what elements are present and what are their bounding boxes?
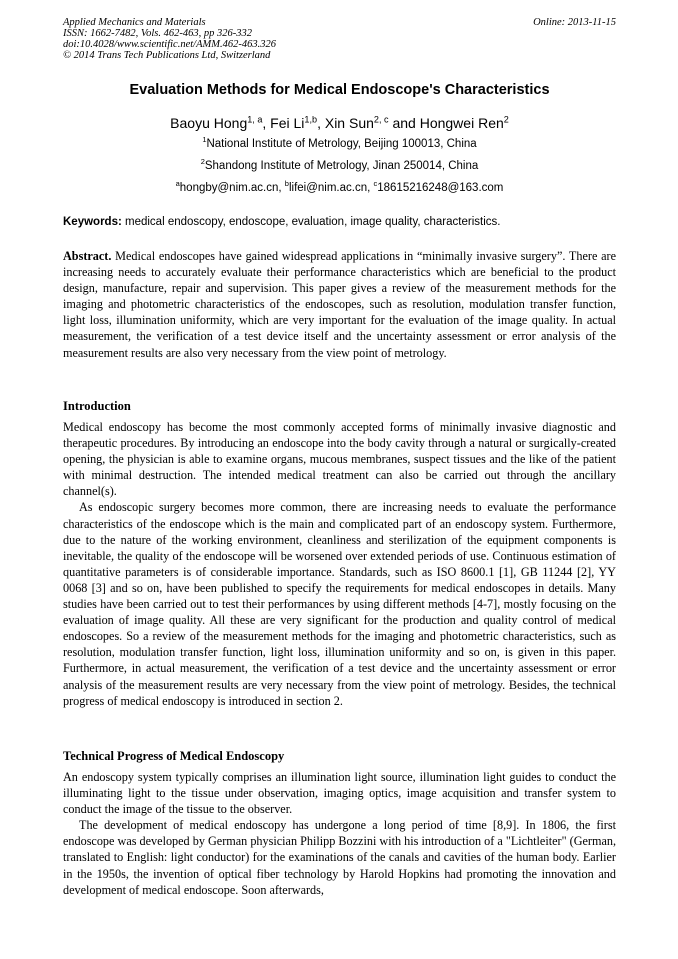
paragraph: An endoscopy system typically comprises an illumination light source, illumination light guides to conduct the illuminating light to the tissue under observation, imaging optics, image acquisition and transfer system to conduct the image of the tissue to the observer.: [63, 770, 616, 817]
abstract-label: Abstract.: [63, 249, 112, 263]
issn-line: ISSN: 1662-7482, Vols. 462-463, pp 326-332: [63, 28, 252, 39]
keywords-text: medical endoscopy, endoscope, evaluation, image quality, characteristics.: [121, 216, 501, 228]
author-superscript: 1, a: [247, 114, 263, 125]
affiliation-superscript: 2: [200, 157, 205, 167]
affiliation-text: National Institute of Metrology, Beijing 100013, China: [206, 138, 477, 150]
affiliation-1: [63, 135, 616, 150]
journal-name: Applied Mechanics and Materials: [63, 17, 206, 28]
author-line: [63, 115, 616, 131]
author-name: and Hongwei Ren: [388, 115, 504, 131]
email-text: 18615216248@163.com: [377, 182, 504, 194]
author-superscript: 2: [503, 114, 509, 125]
email-superscript: c: [373, 179, 378, 189]
email-text: lifei@nim.ac.cn,: [288, 182, 374, 194]
doi-line: doi:10.4028/www.scientific.net/AMM.462-463.326: [63, 39, 276, 50]
author-superscript: 2, c: [373, 114, 389, 125]
introduction-heading: Introduction: [63, 399, 131, 413]
journal-header: [63, 17, 616, 61]
technical-progress-body: [63, 769, 616, 898]
keywords: [63, 216, 616, 228]
author-name: Baoyu Hong: [170, 115, 248, 131]
email-superscript: b: [284, 179, 289, 189]
author-name: , Fei Li: [262, 115, 305, 131]
author-superscript: 1,b: [304, 114, 318, 125]
abstract: [63, 248, 616, 361]
author-name: , Xin Sun: [317, 115, 374, 131]
copyright-line: © 2014 Trans Tech Publications Ltd, Switzerland: [63, 50, 271, 61]
paragraph: Medical endoscopy has become the most commonly accepted forms of minimally invasive diagnostic and therapeutic procedures. By introducing an endoscope into the body cavity through a natural or surgically-created opening, the physician is able to examine organs, mucous membranes, suspect tissues and the like of the patient with minimal destruction. The intended medical treatment can also be carried out through the ancillary channel(s).: [63, 420, 616, 499]
paragraph: The development of medical endoscopy has undergone a long period of time [8,9]. In 1806, the first endoscope was developed by German physician Philipp Bozzini with his introduction of a "Lichtleiter" (German, translated to English: light conductor) for the examinations of the canals and cavities of the human body. Earlier in the 1950s, the invention of optical fiber technology by Harold Hopkins had promoting the innovation and development of medical endoscope. Soon afterwards,: [63, 818, 616, 897]
affiliation-superscript: 1: [202, 135, 207, 145]
email-line: [63, 179, 616, 194]
paragraph: As endoscopic surgery becomes more common, there are increasing needs to evaluate the performance characteristics of the endoscope which is the main and complicated part of an endoscopy system. Furthermore, due to the nature of the working environment, cleanliness and sterilization of the equipment components is inevitable, the quality of the endoscope will be worsened over extended periods of use. Continuous estimation of quantitative parameters is of considerable importance. Standards, such as ISO 8600.1 [1], GB 11244 [2], YY 0068 [3] and so on, have been published to specify the requirements for medical endoscopes in details. Many studies have been carried out to test their performances by using different methods [4-7], mostly focusing on the evaluation of image quality. All these are very significant for the production and quality control of medical endoscopes. So a review of the measurement methods for the imaging and photometric characteristics, such as resolution, modulation transfer function, light loss, illumination uniformity and so on, is given in this paper. Furthermore, in actual measurement, the verification of a test device and the uncertainty assessment or error analysis of the measurement results are very necessary from the view point of metrology. Besides, the technical progress of medical endoscopy is introduced in section 2.: [63, 500, 616, 708]
technical-progress-heading: Technical Progress of Medical Endoscopy: [63, 749, 285, 763]
introduction-body: [63, 419, 616, 709]
affiliation-2: [63, 157, 616, 172]
keywords-label: Keywords:: [63, 216, 122, 228]
abstract-text: Medical endoscopes have gained widespread applications in “minimally invasive surgery”. There are increasing needs to accurately evaluate their performance characteristics which are beneficial to the product design, manufacture, repair and supervision. This paper gives a review of the measurement methods for the imaging and photometric characteristics of the endoscopes, such as resolution, modulation transfer function, light loss, illumination uniformity, which are very important for the evaluation of the image quality. In actual measurement, the verification of a test device itself and the uncertainty assessment or error analysis of the measurement results are also very necessary from the view point of metrology.: [63, 249, 616, 360]
online-date: Online: 2013-11-15: [533, 17, 616, 28]
paper-title: Evaluation Methods for Medical Endoscope's Characteristics: [129, 82, 550, 98]
email-superscript: a: [175, 179, 180, 189]
affiliation-text: Shandong Institute of Metrology, Jinan 250014, China: [204, 160, 479, 172]
email-text: hongby@nim.ac.cn,: [179, 182, 285, 194]
